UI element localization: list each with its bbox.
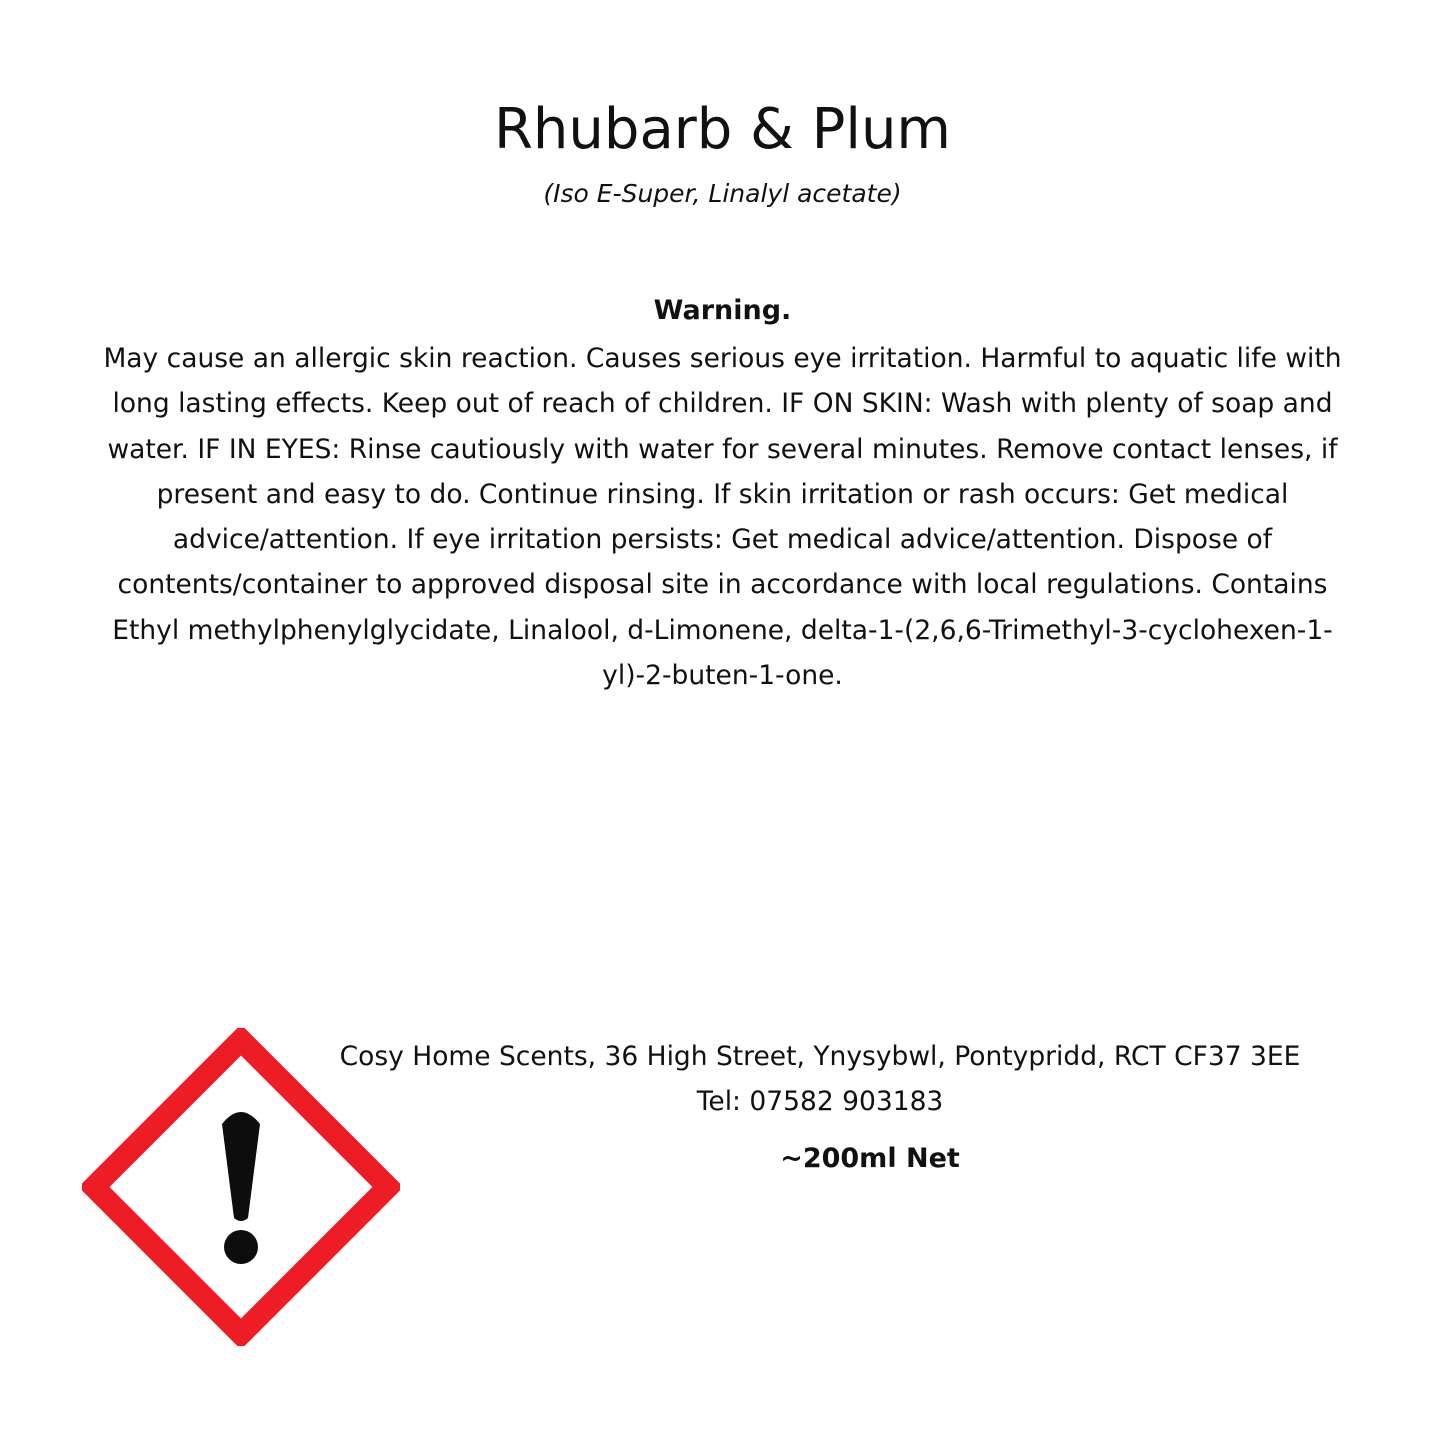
warning-heading: Warning.: [653, 295, 792, 326]
net-volume: ~200ml Net: [780, 1143, 960, 1174]
product-title: Rhubarb & Plum: [494, 97, 951, 162]
phone-number: Tel: 07582 903183: [696, 1086, 944, 1117]
allergen-list: (Iso E-Super, Linalyl acetate): [543, 179, 902, 208]
company-address: Cosy Home Scents, 36 High Street, Ynysybwl, Pontypridd, RCT CF37 3EE: [339, 1041, 1301, 1072]
contact-block: [320, 1034, 1320, 1124]
exclamation-dot: [224, 1230, 258, 1264]
warning-text: May cause an allergic skin reaction. Causes serious eye irritation. Harmful to aquatic life with long lasting effects. Keep out of reach of children. IF ON SKIN: Wash with plenty of soap and water. IF IN EYES: Rinse cautiously with water for several minutes. Remove contact lenses, if present and easy to do. Continue rinsing. If skin irritation or rash occurs: Get medical advice/attention. If eye irritation persists: Get medical advice/attention. Dispose of contents/container to approved disposal site in accordance with local regulations. Contains Ethyl methylphenylglycidate, Linalool, d-Limonene, delta-1-(2,6,6-Trimethyl-3-cyclohexen-1-yl)-2-buten-1-one.: [103, 343, 1342, 692]
